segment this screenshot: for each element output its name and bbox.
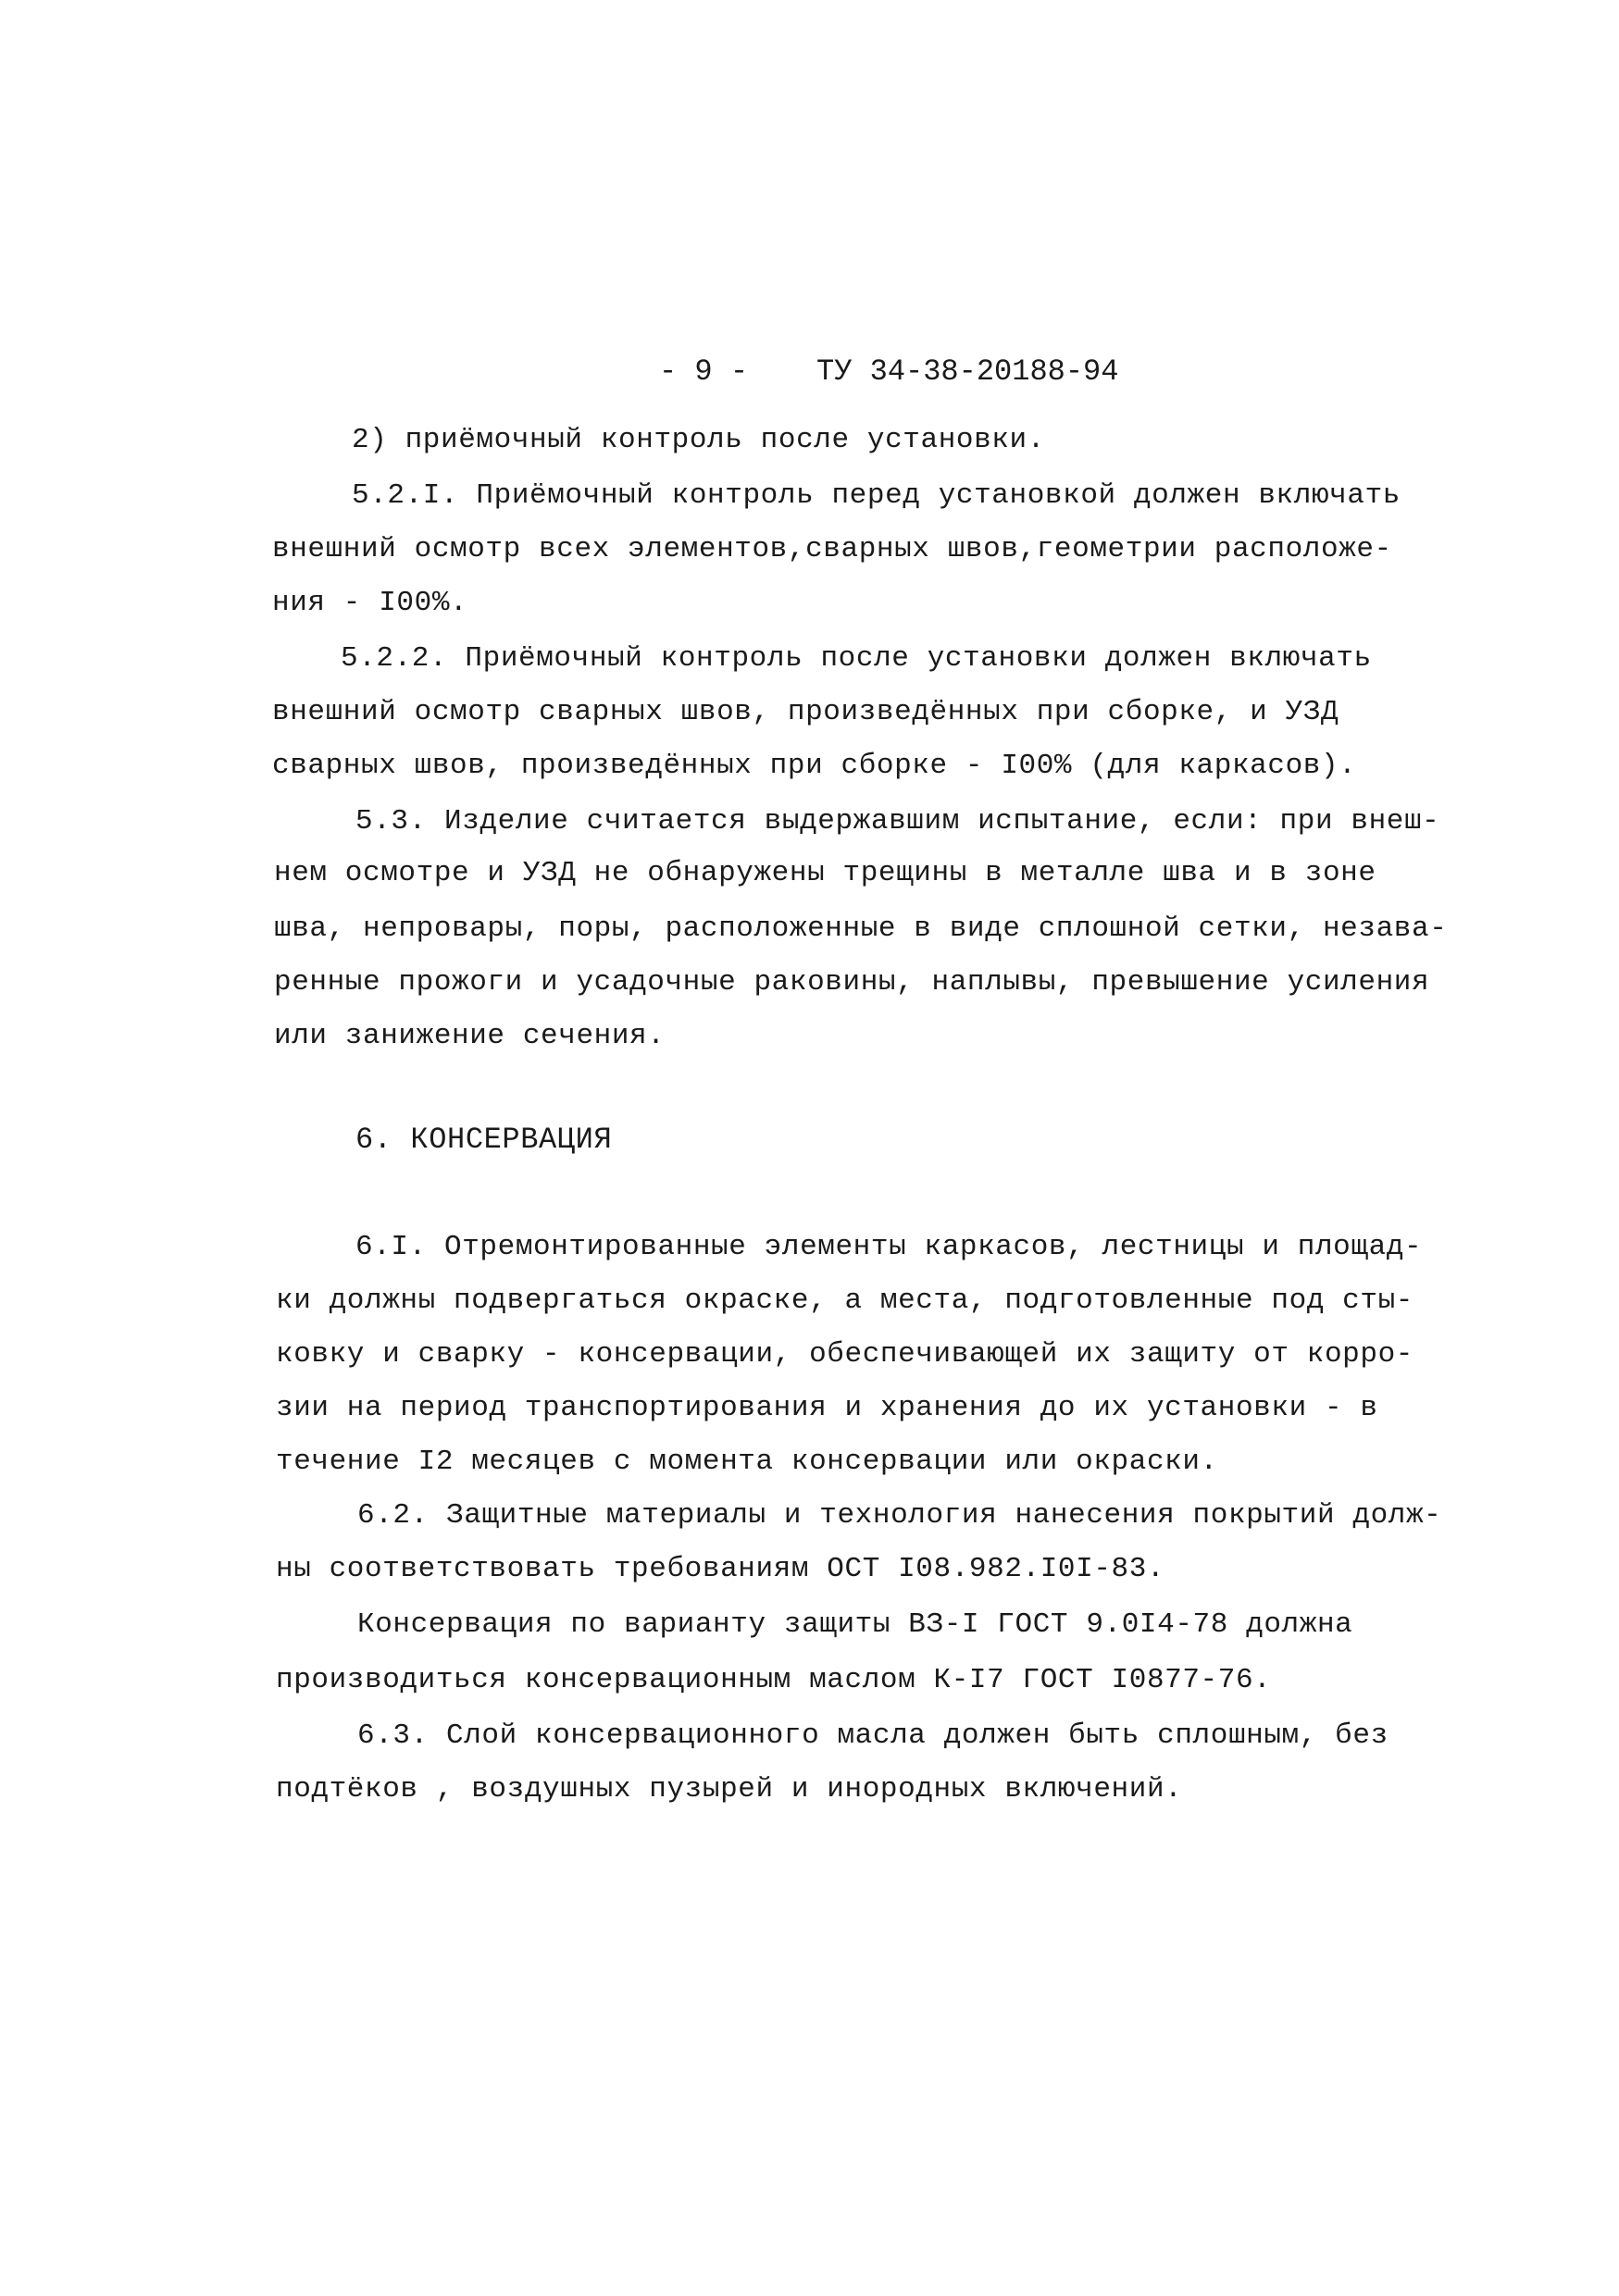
text-line: производиться консервационным маслом К-I7 ГОСТ I0877-76. [276, 1664, 1272, 1696]
text-line: ны соответствовать требованиям ОСТ I08.982.I0I-83. [276, 1553, 1165, 1585]
text-line: Консервация по варианту защиты ВЗ-I ГОСТ 9.0I4-78 должна [357, 1608, 1353, 1641]
text-line: зии на период транспортирования и хранения до их установки - в [276, 1392, 1378, 1424]
text-line: сварных швов, произведённых при сборке - I00% (для каркасов). [272, 750, 1357, 782]
text-line: 5.2.I. Приёмочный контроль перед установкой должен включать [352, 479, 1401, 512]
text-line: нем осмотре и УЗД не обнаружены трещины в металле шва и в зоне [274, 857, 1376, 889]
text-line: ренные прожоги и усадочные раковины, наплывы, превышение усиления [274, 966, 1430, 999]
text-line: 5.3. Изделие считается выдержавшим испытание, если: при внеш- [355, 805, 1440, 838]
text-line: подтёков , воздушных пузырей и инородных включений. [276, 1773, 1183, 1806]
text-line: или занижение сечения. [274, 1020, 666, 1052]
text-line: внешний осмотр сварных швов, произведённых при сборке, и УЗД [272, 696, 1339, 728]
text-line: 5.2.2. Приёмочный контроль после установки должен включать [341, 642, 1372, 675]
page-number: - 9 - [659, 354, 749, 389]
text-line: внешний осмотр всех элементов,сварных швов,геометрии расположе- [272, 533, 1392, 565]
text-line: шва, непровары, поры, расположенные в виде сплошной сетки, незава- [274, 912, 1448, 945]
page-header [0, 344, 1619, 400]
text-line: ки должны подвергаться окраске, а места, подготовленные под сты- [276, 1285, 1414, 1317]
section-heading: 6. КОНСЕРВАЦИЯ [355, 1123, 613, 1157]
text-line: течение I2 месяцев с момента консервации или окраски. [276, 1446, 1218, 1478]
text-line: 6.3. Слой консервационного масла должен быть сплошным, без [357, 1719, 1389, 1752]
text-line: 6.2. Защитные материалы и технология нанесения покрытий долж- [357, 1499, 1442, 1532]
text-line: 6.I. Отремонтированные элементы каркасов, лестницы и площад- [355, 1231, 1423, 1263]
text-line: ния - I00%. [272, 587, 468, 619]
text-line: 2) приёмочный контроль после установки. [352, 424, 1045, 456]
text-line: ковку и сварку - консервации, обеспечивающей их защиту от корро- [276, 1338, 1414, 1371]
document-code: ТУ 34-38-20188-94 [816, 354, 1119, 389]
